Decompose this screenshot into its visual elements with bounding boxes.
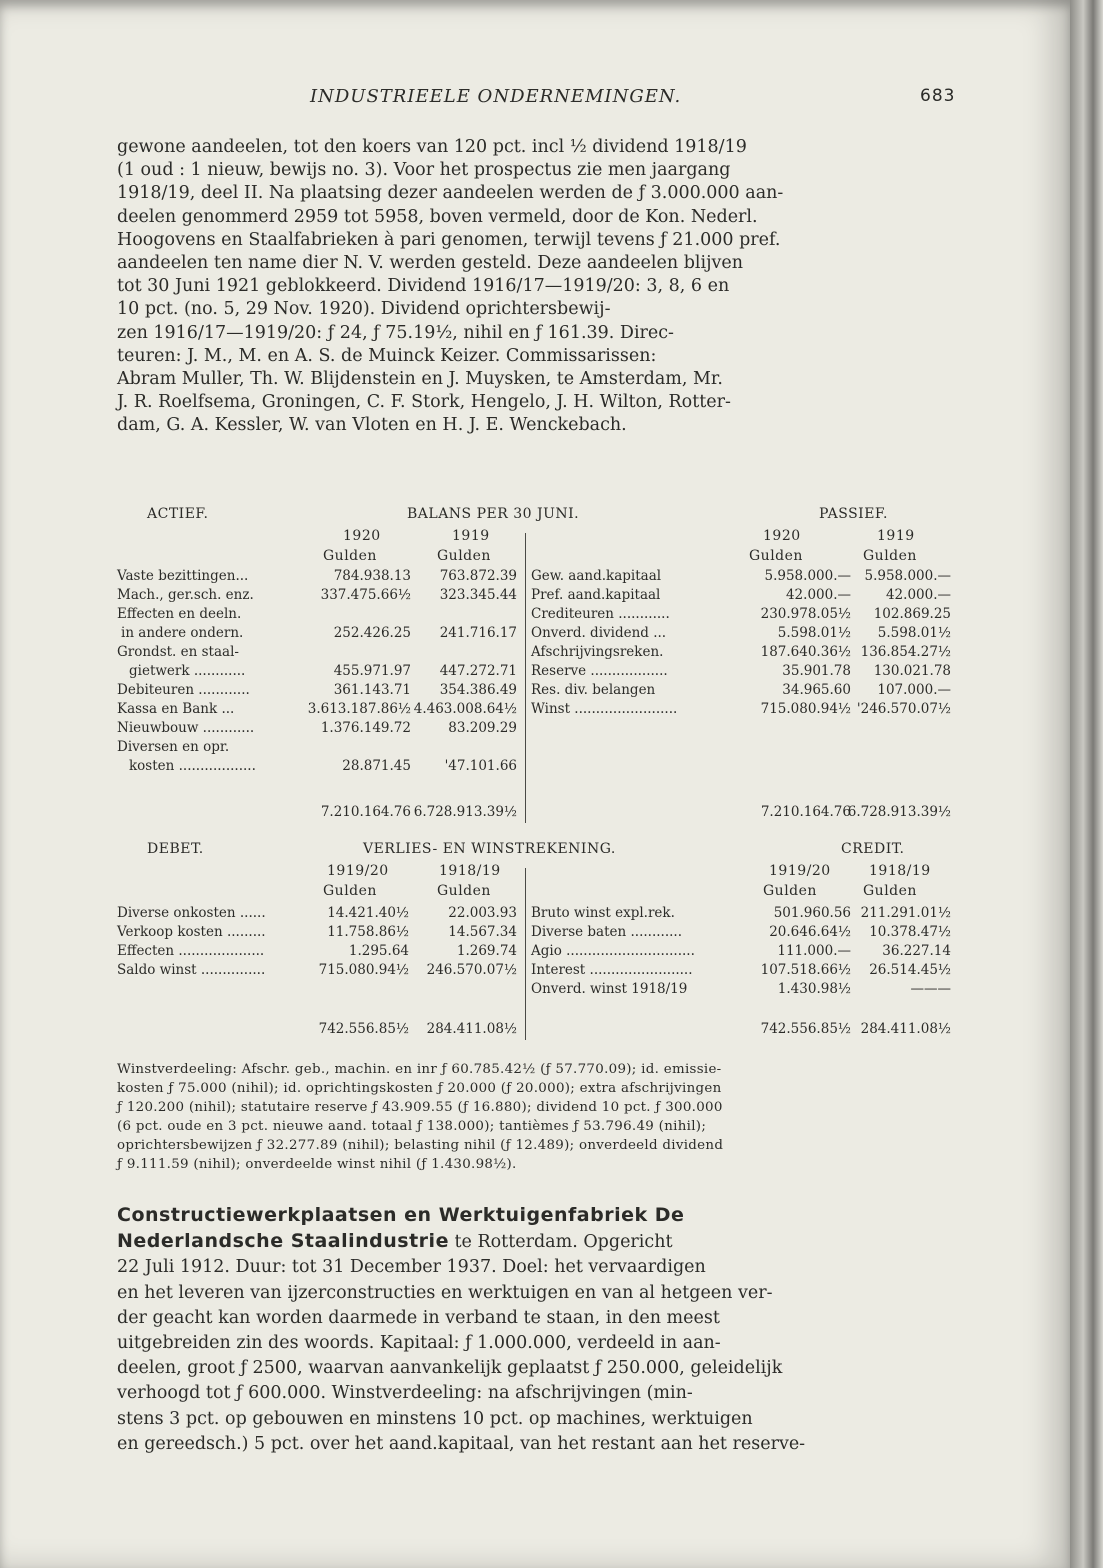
page-number: 683 [920,86,956,106]
value-1918-19: 10.378.47½ [869,924,951,940]
balance-actief-heading: ACTIEF. [147,506,209,522]
total-1919: 6.728.913.39½ [413,804,517,820]
row-label: Afschrijvingsreken. [531,644,664,660]
value-1919: 83.209.29 [448,720,517,736]
value-1920: 337.475.66½ [320,587,411,603]
total-1919-20: 742.556.85½ [760,1021,851,1037]
value-1919-20: 1.430.98½ [777,981,851,997]
column-divider [525,533,526,823]
value-1919: 354.386.49 [439,682,517,698]
table-row [117,942,517,961]
table-row [531,904,951,923]
intro-line: 10 pct. (no. 5, 29 Nov. 1920). Dividend oprichtersbewij- [117,299,611,320]
year-heading: 1919/20 [327,863,389,879]
totals-row [531,1020,951,1039]
total-1918-19: 284.411.08½ [860,1021,951,1037]
value-1919: '47.101.66 [444,758,517,774]
value-1920: 1.376.149.72 [320,720,411,736]
row-label: Debiteuren ............ [117,682,250,698]
row-label: Crediteuren ............ [531,606,670,622]
row-label: Effecten .................... [117,943,265,959]
value-1919-20: 715.080.94½ [318,962,409,978]
value-1919: 5.598.01½ [877,625,951,641]
balance-passief-heading: PASSIEF. [819,506,888,522]
row-label: Diverse baten ............ [531,924,683,940]
running-header [0,86,1070,110]
value-1918-19: 26.514.45½ [869,962,951,978]
table-row [117,586,517,605]
value-1919-20: 14.421.40½ [327,905,409,921]
value-1919-20: 107.518.66½ [760,962,851,978]
row-label: Reserve .................. [531,663,668,679]
year-heading: 1920 [763,528,801,544]
value-1919-20: 501.960.56 [773,905,851,921]
table-row [531,605,951,624]
company-name-part2: Nederlandsche Staalindustrie [117,1230,449,1253]
company-name-line [117,1203,949,1229]
value-1920: 3.613.187.86½ [307,701,411,717]
year-heading: 1920 [343,528,381,544]
value-1920: 28.871.45 [342,758,411,774]
value-1919: 241.716.17 [439,625,517,641]
value-1920: 455.971.97 [333,663,411,679]
row-label: Mach., ger.sch. enz. [117,587,254,603]
table-row [531,567,951,586]
value-1918-19: 14.567.34 [448,924,517,940]
value-1920: 5.598.01½ [777,625,851,641]
row-label: Grondst. en staal- [117,644,239,660]
table-row [531,980,951,999]
row-label: Pref. aand.kapitaal [531,587,661,603]
unit-heading: Gulden [437,883,491,899]
company-line: en gereedsch.) 5 pct. over het aand.kapitaal, van het restant aan het reserve- [117,1433,806,1454]
company-line: der geacht kan worden daarmede in verband te staan, in den meest [117,1307,720,1328]
year-heading: 1918/19 [439,863,501,879]
unit-heading: Gulden [763,883,817,899]
value-1919-20: 1.295.64 [348,943,409,959]
table-row [117,904,517,923]
total-1918-19: 284.411.08½ [426,1021,517,1037]
value-1920: 252.426.25 [333,625,411,641]
value-1919: 107.000.— [877,682,951,698]
notes-line: ƒ 9.111.59 (nihil); onverdeelde winst nihil (ƒ 1.430.98½). [117,1157,517,1172]
row-label: Interest ........................ [531,962,693,978]
header-title: INDUSTRIEELE ONDERNEMINGEN. [310,86,682,107]
row-label: Res. div. belangen [531,682,656,698]
value-1919: 102.869.25 [873,606,951,622]
value-1920: 715.080.94½ [760,701,851,717]
table-row [117,719,517,738]
row-label: Kassa en Bank ... [117,701,235,717]
value-1920: 35.901.78 [782,663,851,679]
company-name-part1: Constructiewerkplaatsen en Werktuigenfabriek De [117,1204,685,1226]
unit-heading: Gulden [437,548,491,564]
table-row [117,624,517,643]
table-row [531,923,951,942]
balance-title: BALANS PER 30 JUNI. [407,506,580,522]
value-1919-20: 111.000.— [777,943,851,959]
totals-row [531,803,951,822]
table-row [117,662,517,681]
table-row [117,757,517,776]
value-1919-20: 20.646.64½ [769,924,851,940]
value-1918-19: ——— [910,981,951,997]
notes-line: oprichtersbewijzen ƒ 32.277.89 (nihil); belasting nihil (ƒ 12.489); onverdeeld dividend [117,1138,724,1153]
year-heading: 1919 [877,528,915,544]
company-entry [117,1203,949,1457]
table-row [117,681,517,700]
year-heading: 1919/20 [769,863,831,879]
value-1919-20: 11.758.86½ [327,924,409,940]
company-line: stens 3 pct. op gebouwen en minstens 10 pct. op machines, werktuigen [117,1408,753,1429]
table-row [117,643,517,662]
value-1920: 187.640.36½ [760,644,851,660]
row-label: Verkoop kosten ......... [117,924,266,940]
value-1918-19: 22.003.93 [448,905,517,921]
intro-line: teuren: J. M., M. en A. S. de Muinck Keizer. Commissarissen: [117,345,657,366]
profit-distribution-notes [117,1060,949,1174]
table-row [117,738,517,757]
value-1918-19: 36.227.14 [882,943,951,959]
value-1920: 361.143.71 [333,682,411,698]
notes-line: ƒ 120.200 (nihil); statutaire reserve ƒ 43.909.55 (ƒ 16.880); dividend 10 pct. ƒ 300.000 [117,1100,723,1115]
total-1920: 7.210.164.76 [320,804,411,820]
profit-loss-account [117,840,957,1040]
intro-line: (1 oud : 1 nieuw, bewijs no. 3). Voor het prospectus zie men jaargang [117,160,731,181]
row-label: Agio .............................. [531,943,695,959]
row-label: Diverse onkosten ...... [117,905,266,921]
company-line: en het leveren van ijzerconstructies en werktuigen en van al hetgeen ver- [117,1282,773,1303]
intro-line: tot 30 Juni 1921 geblokkeerd. Dividend 1916/17—1919/20: 3, 8, 6 en [117,276,730,297]
credit-heading: CREDIT. [841,841,905,857]
company-line: 22 Juli 1912. Duur: tot 31 December 1937. Doel: het vervaardigen [117,1257,706,1278]
table-row [531,624,951,643]
value-1919: 447.272.71 [439,663,517,679]
unit-heading: Gulden [749,548,803,564]
total-1919: 6.728.913.39½ [847,804,951,820]
company-name-line [117,1229,949,1255]
company-line: verhoogd tot ƒ 600.000. Winstverdeeling: na afschrijvingen (min- [117,1383,693,1404]
table-row [531,643,951,662]
value-1919: 130.021.78 [873,663,951,679]
table-row [531,700,951,719]
value-1919: 323.345.44 [439,587,517,603]
notes-line: (6 pct. oude en 3 pct. nieuwe aand. totaal ƒ 138.000); tantièmes ƒ 53.796.49 (nihil); [117,1119,707,1134]
value-1920: 230.978.05½ [760,606,851,622]
intro-line: zen 1916/17—1919/20: ƒ 24, ƒ 75.19½, nihil en ƒ 161.39. Direc- [117,322,674,343]
debet-heading: DEBET. [147,841,204,857]
value-1920: 42.000.— [785,587,851,603]
value-1920: 34.965.60 [782,682,851,698]
value-1919: '246.570.07½ [856,701,951,717]
intro-line: deelen genommerd 2959 tot 5958, boven vermeld, door de Kon. Nederl. [117,206,758,227]
intro-line: Hoogovens en Staalfabrieken à pari genomen, terwijl tevens ƒ 21.000 pref. [117,229,781,250]
total-1919-20: 742.556.85½ [318,1021,409,1037]
row-label: Onverd. winst 1918/19 [531,981,688,997]
row-label: gietwerk ............ [129,663,246,679]
unit-heading: Gulden [323,883,377,899]
table-row [117,567,517,586]
totals-row [117,1020,517,1039]
value-1919: 136.854.27½ [860,644,951,660]
table-row [531,586,951,605]
profit-loss-title: VERLIES- EN WINSTREKENING. [363,841,616,857]
balance-sheet [117,505,957,835]
value-1920: 784.938.13 [333,568,411,584]
totals-row [117,803,517,822]
value-1918-19: 246.570.07½ [426,962,517,978]
intro-line: gewone aandeelen, tot den koers van 120 pct. incl ½ dividend 1918/19 [117,137,747,157]
row-label: Vaste bezittingen... [117,568,249,584]
table-row [531,942,951,961]
table-row [117,605,517,624]
table-row [117,961,517,980]
intro-line: Abram Muller, Th. W. Blijdenstein en J. Muysken, te Amsterdam, Mr. [117,369,723,390]
value-1920: 5.958.000.— [764,568,851,584]
row-label: Effecten en deeln. [117,606,242,622]
row-label: Nieuwbouw ............ [117,720,255,736]
row-label: in andere ondern. [121,625,244,641]
row-label: Bruto winst expl.rek. [531,905,675,921]
intro-line: dam, G. A. Kessler, W. van Vloten en H. J. E. Wenckebach. [117,415,627,436]
unit-heading: Gulden [863,883,917,899]
row-label: Onverd. dividend ... [531,625,667,641]
value-1919: 763.872.39 [439,568,517,584]
table-row [531,961,951,980]
table-row [117,923,517,942]
table-row [117,700,517,719]
row-label: Saldo winst ............... [117,962,266,978]
value-1919: 5.958.000.— [864,568,951,584]
notes-line: Winstverdeeling: Afschr. geb., machin. en inr ƒ 60.785.42½ (ƒ 57.770.09); id. emissie- [117,1062,722,1077]
row-label: Winst ........................ [531,701,678,717]
unit-heading: Gulden [323,548,377,564]
total-1920: 7.210.164.76 [760,804,851,820]
book-spine [1070,0,1103,1568]
intro-line: aandeelen ten name dier N. V. werden gesteld. Deze aandeelen blijven [117,253,744,274]
company-line: te Rotterdam. Opgericht [448,1232,673,1253]
year-heading: 1919 [452,528,490,544]
row-label: kosten .................. [129,758,256,774]
intro-line: J. R. Roelfsema, Groningen, C. F. Stork, Hengelo, J. H. Wilton, Rotter- [117,392,731,413]
row-label: Gew. aand.kapitaal [531,568,662,584]
table-row [531,681,951,700]
intro-paragraph [117,136,949,438]
intro-line: 1918/19, deel II. Na plaatsing dezer aandeelen werden de ƒ 3.000.000 aan- [117,183,784,204]
column-divider [525,868,526,1040]
table-row [531,662,951,681]
value-1918-19: 1.269.74 [456,943,517,959]
row-label: Diversen en opr. [117,739,230,755]
value-1919: 42.000.— [885,587,951,603]
year-heading: 1918/19 [869,863,931,879]
unit-heading: Gulden [863,548,917,564]
value-1919: 4.463.008.64½ [413,701,517,717]
notes-line: kosten ƒ 75.000 (nihil); id. oprichtingskosten ƒ 20.000 (ƒ 20.000); extra afschrijvingen [117,1081,722,1096]
company-line: deelen, groot ƒ 2500, waarvan aanvankelijk geplaatst ƒ 250.000, geleidelijk [117,1358,783,1379]
value-1918-19: 211.291.01½ [860,905,951,921]
company-line: uitgebreiden zin des woords. Kapitaal: ƒ 1.000.000, verdeeld in aan- [117,1333,721,1354]
